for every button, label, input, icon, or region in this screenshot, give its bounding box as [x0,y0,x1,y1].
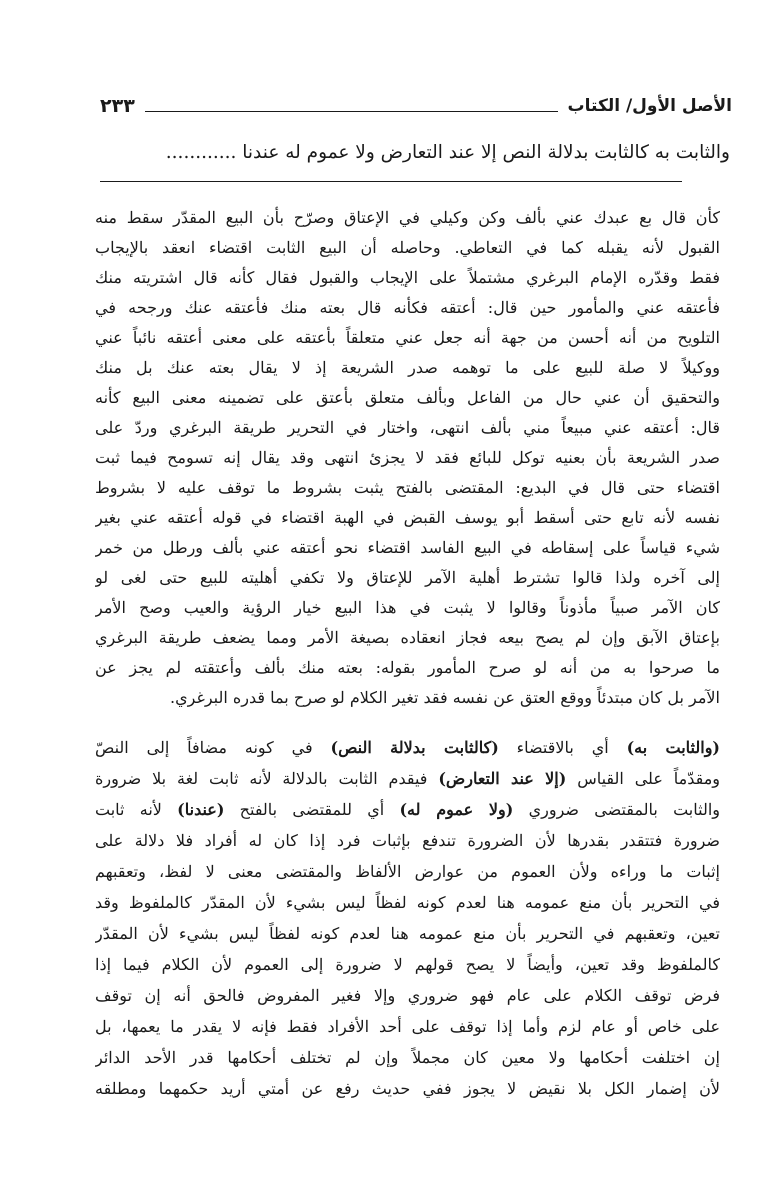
commentary-line: قال: أعتقه عني مبيعاً مني بألف انتهى، واختار في التحرير طريقة البرغري وردّ على [95,418,720,437]
quoted-matn: (عندنا) [177,800,225,819]
commentary-text: ومقدّماً على القياس [566,769,720,788]
commentary-line: صدر الشريعة بأن بعنيه توكل للبائع فقد لا يجزئ انتهى وقد يقال إنه تسومح فيما ثبت [95,448,720,467]
commentary-line: فأعتقه عني والمأمور حين قال: أعتقه فكأنه قال بعته منك فأعتقه عنك ورجحه في [95,298,720,317]
commentary-line [95,794,720,825]
commentary-line: في التحرير بأن منع عمومه هنا لعدم كونه لفظاً ليس بشيء لأن المقدّر كالملفوظ وقد [95,893,720,912]
commentary-line: بإعتاق الآبق وإن لم يصح بيعه فجاز انعقاده بصيغة الأمر ومما يضعف طريقة البرغري [95,628,720,647]
commentary-line: والتحقيق أن عني حال من الفاعل وبألف متعلق بأعتق على تضمينه معنى البيع كأنه [95,388,720,407]
commentary-line: نفسه لأنه تابع حتى أسقط أبو يوسف القبض في الهبة اقتضاء في قوله أعتقه عني بغير [95,508,720,527]
page-number: ٢٣٣ [100,95,135,117]
quoted-matn: (والثابت به) [626,738,720,757]
commentary-line: على خاص أو عام لزم وأما إذا توقف على أحد الأفراد فقط فإنه لا يقدر ما يعمها، بل [95,1017,720,1036]
commentary-line: إلى آخره ولذا قالوا تشترط أهلية الآمر للإعتاق ولا تكفي أهليته للبيع حتى لغى لو [95,568,720,587]
quoted-matn: (ولا عموم له) [399,800,514,819]
commentary-line: فرض توقف الكلام على عام فهو ضروري وإلا فغير المفروض فالحق أنه إن توقف [95,986,720,1005]
commentary-line: إثبات ما وراءه ولأن العموم من عوارض الألفاظ والمقتضى معنى لا لفظ، وتعقبهم [95,862,720,881]
commentary-text: والثابت بالمقتضى ضروري [513,800,720,819]
commentary-text: أي بالاقتضاء [498,738,627,757]
commentary-line: شيء قياساً على إسقاطه في البيع الفاسد اقتضاء نحو أعتقه عني بألف ورطل من خمر [95,538,720,557]
commentary-line: إن اختلفت أحكامها ولا معين كان مجملاً وإن لم تختلف أحكامها قدر الأحد الدائر [95,1048,720,1067]
commentary-line: كالملفوظ وقد تعين، وأيضاً لا يصح قولهم لا ضرورة إلى العموم لأن الكلام فيما إذا [95,955,720,974]
commentary-paragraph-2 [95,732,720,1104]
commentary-paragraph-1 [95,203,720,713]
commentary-text: أي للمقتضى بالفتح [224,800,400,819]
commentary-line: تعين، وتعقبهم في التحرير بأن منع عمومه هنا لعدم كونه لفظاً ليس بشيء لأن المقدّر [95,924,720,943]
commentary-line [95,763,720,794]
quoted-matn: (إلا عند التعارض) [438,769,567,788]
commentary-line: اقتضاء حتى قال في البديع: المقتضى بالفتح يثبت بشروط ما توقف عليه لا بشروط [95,478,720,497]
commentary-text: في كونه مضافاً إلى النصّ [95,738,331,757]
matn-separator-rule [100,181,682,182]
commentary-line: الآمر بل كان مبتدئاً ووقع العتق عن نفسه فقد تغير الكلام لو صرح بما قدره البرغري. [170,688,720,707]
commentary-text: لأنه ثابت [95,800,178,819]
quoted-matn: (كالثابت بدلالة النص) [330,738,499,757]
commentary-line: التلويح من أنه أحسن من جهة أنه جعل عني متعلقاً بأعتقه على معنى أعتقه نائباً عني [95,328,720,347]
running-header [100,90,732,116]
commentary-line: ما صرحوا به من أنه لو صرح المأمور بقوله: بعته منك بألف وأعتقته لم يجز عن [95,658,720,677]
commentary-line: كان الآمر صبياً مأذوناً وقالوا لا يثبت في هذا البيع خيار الرؤية والعيب وصح الأمر [95,598,720,617]
commentary-line: القبول لأنه يقبله كما في التعاطي. وحاصله أن البيع الثابت اقتضاء انعقد بالإيجاب [95,238,720,257]
header-rule [145,111,558,112]
running-title: الأصل الأول/ الكتاب [567,96,732,116]
commentary-line: فقط وقدّره الإمام البرغري مشتملاً على الإيجاب والقبول فقال كأنه قال اشتريته منك [95,268,720,287]
commentary-line: ووكيلاً لا صلة للبيع على ما توهمه صدر الشريعة إذ لا يقال بعته عنك بل منك [95,358,720,377]
matn-text: والثابت به كالثابت بدلالة النص إلا عند التعارض ولا عموم له عندنا ............ [165,142,730,163]
commentary-line: كأن قال بع عبدك عني بألف وكن وكيلي في الإعتاق وصرّح بأن البيع المقدّر سقط منه [95,208,720,227]
commentary-line: ضرورة فتتقدر بقدرها لأن الضرورة تندفع بإثبات فرد إذا كان له أفراد فلا دلالة على [95,831,720,850]
commentary-line: لأن إضمار الكل بلا نقيض لا يجوز ففي حديث رفع عن أمتي أريد حكمهما ومطلقه [95,1079,720,1098]
commentary-text: فيقدم الثابت بالدلالة لأنه ثابت لغة بلا ضرورة [95,769,439,788]
commentary-line [95,732,720,763]
